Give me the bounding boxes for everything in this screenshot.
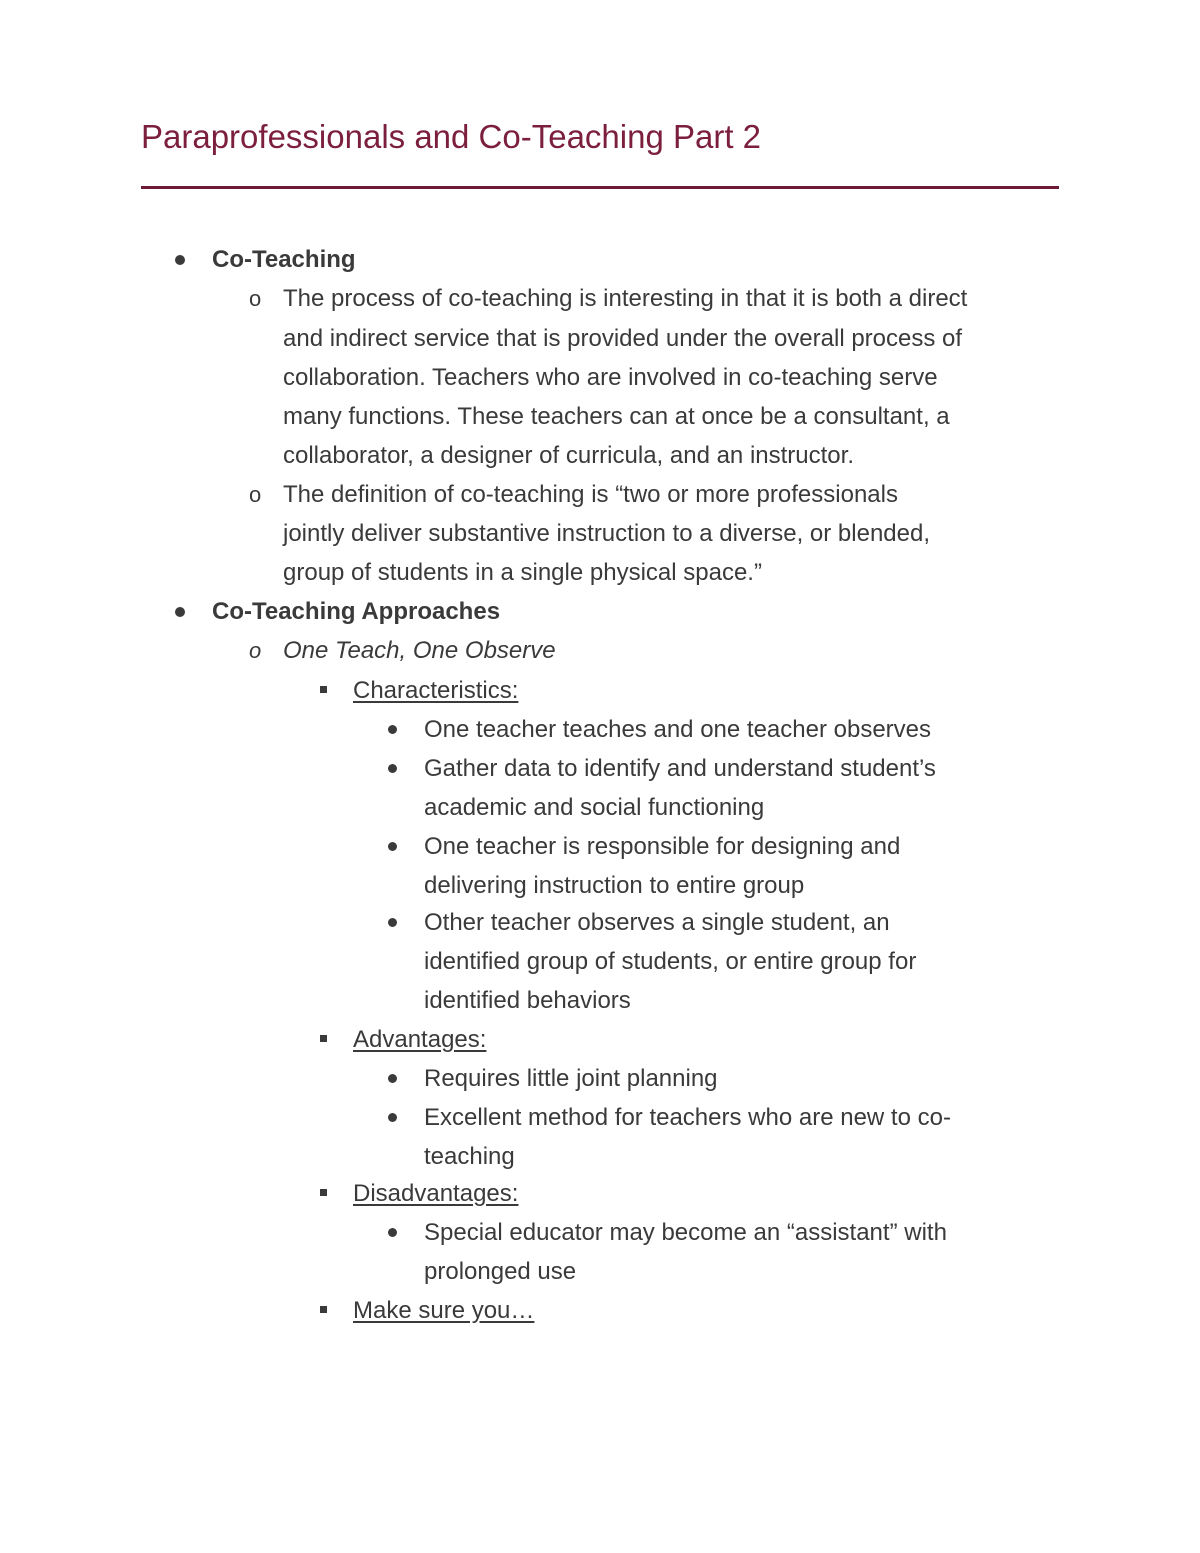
label-characteristics: Characteristics: xyxy=(353,677,519,704)
bullet-dot-icon xyxy=(388,918,397,927)
circle-bullet-icon: o xyxy=(249,286,262,311)
bullet-dot-icon xyxy=(388,1113,397,1122)
list-item: One teacher teaches and one teacher observes xyxy=(424,716,931,743)
square-bullet-icon xyxy=(320,1306,327,1313)
bullet-dot-icon xyxy=(388,764,397,773)
list-item: Other teacher observes a single student, an xyxy=(424,909,890,936)
list-item: academic and social functioning xyxy=(424,794,765,821)
list-item: One teacher is responsible for designing and xyxy=(424,833,901,860)
list-item: Requires little joint planning xyxy=(424,1065,718,1092)
paragraph-line: collaboration. Teachers who are involved in co-teaching serve xyxy=(283,364,938,391)
square-bullet-icon xyxy=(320,1035,327,1042)
list-item: Gather data to identify and understand student’s xyxy=(424,755,936,782)
paragraph-line: group of students in a single physical space.” xyxy=(283,559,762,586)
square-bullet-icon xyxy=(320,1189,327,1196)
list-item: delivering instruction to entire group xyxy=(424,872,805,899)
paragraph-line: and indirect service that is provided under the overall process of xyxy=(283,325,963,352)
heading-co-teaching-approaches: Co-Teaching Approaches xyxy=(212,598,501,625)
label-advantages: Advantages: xyxy=(353,1026,487,1053)
list-item: prolonged use xyxy=(424,1258,577,1285)
paragraph-line: collaborator, a designer of curricula, and an instructor. xyxy=(283,442,854,469)
bullet-dot-icon xyxy=(175,255,185,265)
label-disadvantages: Disadvantages: xyxy=(353,1180,519,1207)
paragraph-line: The definition of co-teaching is “two or more professionals xyxy=(283,481,898,508)
list-item: identified group of students, or entire group for xyxy=(424,948,917,975)
paragraph-line: jointly deliver substantive instruction to a diverse, or blended, xyxy=(283,520,931,547)
label-make-sure-you: Make sure you… xyxy=(353,1297,535,1324)
bullet-dot-icon xyxy=(175,607,185,617)
bullet-dot-icon xyxy=(388,1074,397,1083)
page-title: Paraprofessionals and Co-Teaching Part 2 xyxy=(141,118,762,155)
list-item: identified behaviors xyxy=(424,987,631,1014)
paragraph-line: The process of co-teaching is interesting in that it is both a direct xyxy=(283,285,968,312)
list-item: teaching xyxy=(424,1143,515,1170)
circle-bullet-icon: o xyxy=(249,638,262,663)
list-item: Excellent method for teachers who are new to co- xyxy=(424,1104,951,1131)
list-item: Special educator may become an “assistant” with xyxy=(424,1219,947,1246)
bullet-dot-icon xyxy=(388,725,397,734)
heading-co-teaching: Co-Teaching xyxy=(212,246,356,273)
bullet-dot-icon xyxy=(388,1228,397,1237)
subheading-one-teach-one-observe: One Teach, One Observe xyxy=(283,637,556,664)
title-rule xyxy=(141,186,1059,189)
paragraph-line: many functions. These teachers can at once be a consultant, a xyxy=(283,403,950,430)
bullet-dot-icon xyxy=(388,842,397,851)
square-bullet-icon xyxy=(320,686,327,693)
circle-bullet-icon: o xyxy=(249,482,262,507)
